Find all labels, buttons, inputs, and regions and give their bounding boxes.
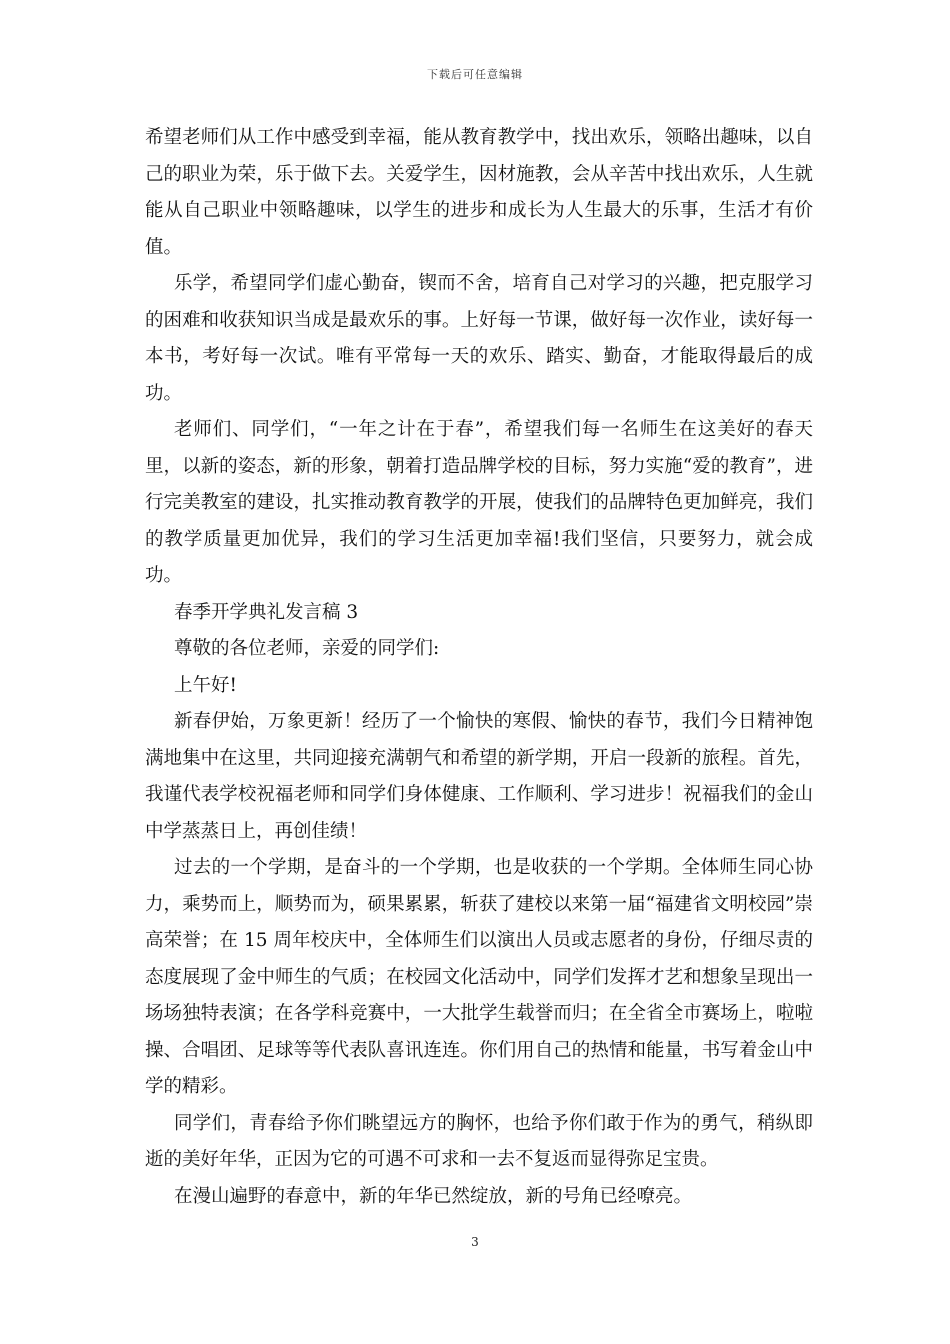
- paragraph: 乐学，希望同学们虚心勤奋，锲而不舍，培育自己对学习的兴趣，把克服学习的困难和收获知识当成是最欢乐的事。上好每一节课，做好每一次作业，读好每一本书，考好每一次试。唯有平常每一天的欢乐、踏实、勤奋，才能取得最后的成功。: [145, 273, 813, 404]
- paragraph: 老师们、同学们，“一年之计在于春”，希望我们每一名师生在这美好的春天里，以新的姿态，新的形象，朝着打造品牌学校的目标，努力实施“爱的教育”，进行完美教室的建设，扎实推动教育教学的开展，使我们的品牌特色更加鲜亮，我们的教学质量更加优异，我们的学习生活更加幸福!我们坚信，只要努力，就会成功。: [145, 419, 813, 586]
- paragraph: 同学们，青春给予你们眺望远方的胸怀，也给予你们敢于作为的勇气，稍纵即逝的美好年华，正因为它的可遇不可求和一去不复返而显得弥足宝贵。: [145, 1112, 813, 1170]
- page-number: 3: [471, 1235, 479, 1249]
- page-header: 下载后可任意编辑: [427, 68, 523, 81]
- section-heading: 春季开学典礼发言稿 3: [174, 601, 359, 623]
- document-body: [145, 120, 813, 1215]
- salutation: 尊敬的各位老师，亲爱的同学们:: [174, 638, 440, 659]
- paragraph: 在漫山遍野的春意中，新的年华已然绽放，新的号角已经嘹亮。: [174, 1185, 693, 1207]
- paragraph: 希望老师们从工作中感受到幸福，能从教育教学中，找出欢乐，领略出趣味，以自己的职业为荣，乐于做下去。关爱学生，因材施教，会从辛苦中找出欢乐，人生就能从自己职业中领略趣味，以学生的进步和成长为人生最大的乐事，生活才有价值。: [145, 127, 813, 258]
- paragraph: 新春伊始，万象更新！经历了一个愉快的寒假、愉快的春节，我们今日精神饱满地集中在这里，共同迎接充满朝气和希望的新学期，开启一段新的旅程。首先，我谨代表学校祝福老师和同学们身体健康、工作顺利、学习进步！祝福我们的金山中学蒸蒸日上，再创佳绩！: [145, 711, 813, 842]
- paragraph: 过去的一个学期，是奋斗的一个学期，也是收获的一个学期。全体师生同心协力，乘势而上，顺势而为，硕果累累，斩获了建校以来第一届“福建省文明校园”崇高荣誉；在 15 周年校庆中，全体师生们以演出人员或志愿者的身份，仔细尽责的态度展现了金中师生的气质；在校园文化活动中，同学们发挥才艺和想象呈现出一场场独特表演；在各学科竞赛中，一大批学生载誉而归；在全省全市赛场上，啦啦操、合唱团、足球等等代表队喜讯连连。你们用自己的热情和能量，书写着金山中学的精彩。: [145, 857, 813, 1097]
- greeting: 上午好!: [174, 674, 237, 696]
